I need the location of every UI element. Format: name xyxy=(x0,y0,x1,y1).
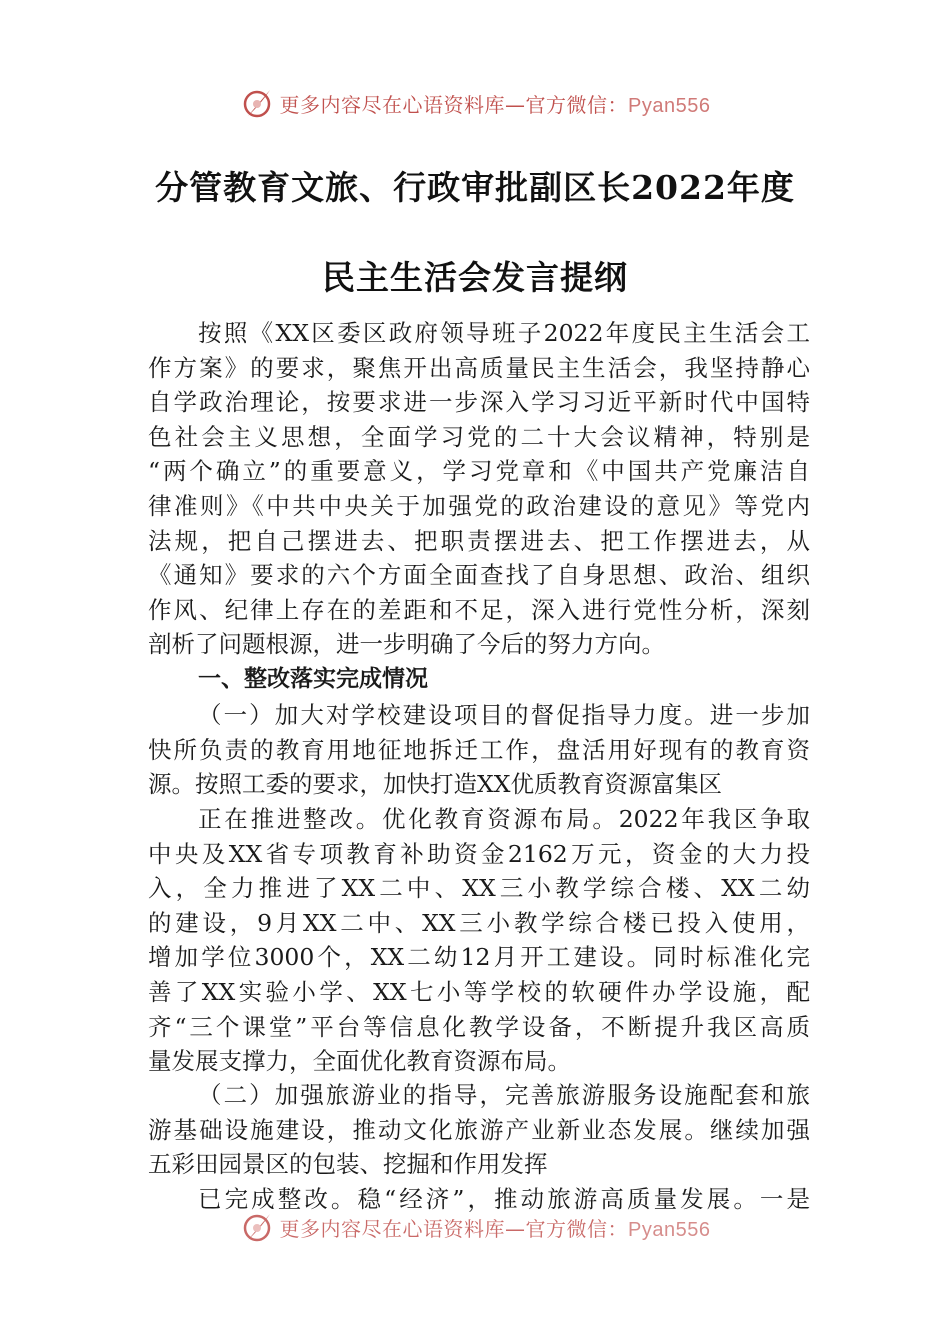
text-line: “两个确立”的重要意义，学习党章和《中国共产党廉洁自 xyxy=(148,457,810,486)
document-title-line-1: 分管教育文旅、行政审批副区长2022年度 xyxy=(155,168,795,207)
paragraph-progress-1 xyxy=(148,802,810,1079)
watermark-footer xyxy=(0,1210,950,1244)
paragraph-item-2 xyxy=(148,1078,810,1182)
section-heading xyxy=(148,662,810,697)
paragraph-intro xyxy=(148,316,810,662)
text-line: 正在推进整改。优化教育资源布局。2022年我区争取 xyxy=(198,805,810,833)
text-line: 入，全力推进了XX二中、XX三小教学综合楼、XX二幼 xyxy=(148,874,810,903)
text-line: 增加学位3000个，XX二幼12月开工建设。同时标准化完 xyxy=(148,943,810,972)
text-line: 剖析了问题根源，进一步明确了今后的努力方向。 xyxy=(148,630,665,659)
paragraph-item-1 xyxy=(148,698,810,802)
text-line: 律准则》《中共中央关于加强党的政治建设的意见》等党内 xyxy=(148,491,810,520)
text-line: 按照《XX区委区政府领导班子2022年度民主生活会工 xyxy=(198,319,810,347)
text-line: 法规，把自己摆进去、把职责摆进去、把工作摆进去，从 xyxy=(148,526,810,555)
text-line: （一）加大对学校建设项目的督促指导力度。进一步加 xyxy=(198,701,810,729)
text-line: （二）加强旅游业的指导，完善旅游服务设施配套和旅 xyxy=(198,1081,810,1109)
quill-logo-icon xyxy=(240,1210,274,1244)
document-title-line-2: 民主生活会发言提纲 xyxy=(322,258,628,297)
text-line: 的建设，9月XX二中、XX三小教学综合楼已投入使用， xyxy=(148,908,810,937)
text-line: 作风、纪律上存在的差距和不足，深入进行党性分析，深刻 xyxy=(148,595,810,624)
text-line: 五彩田园景区的包装、挖掘和作用发挥 xyxy=(148,1150,548,1179)
quill-logo-icon xyxy=(240,86,274,120)
watermark-text: 更多内容尽在心语资料库—官方微信：Pyan556 xyxy=(279,92,711,117)
text-line: 作方案》的要求，聚焦开出高质量民主生活会，我坚持静心 xyxy=(148,353,810,382)
text-line: 中央及XX省专项教育补助资金2162万元，资金的大力投 xyxy=(148,839,810,868)
watermark-header xyxy=(0,86,950,120)
text-line: 源。按照工委的要求，加快打造XX优质教育资源富集区 xyxy=(148,770,722,799)
text-line: 快所负责的教育用地征地拆迁工作，盘活用好现有的教育资 xyxy=(148,735,810,764)
heading-text: 一、整改落实完成情况 xyxy=(198,666,428,692)
text-line: 自学政治理论，按要求进一步深入学习习近平新时代中国特 xyxy=(148,388,810,417)
text-line: 游基础设施建设，推动文化旅游产业新业态发展。继续加强 xyxy=(148,1115,810,1144)
text-line: 已完成整改。稳“经济”，推动旅游高质量发展。一是 xyxy=(198,1185,810,1213)
text-line: 量发展支撑力，全面优化教育资源布局。 xyxy=(148,1047,571,1076)
watermark-text: 更多内容尽在心语资料库—官方微信：Pyan556 xyxy=(279,1216,711,1241)
text-line: 善了XX实验小学、XX七小等学校的软硬件办学设施，配 xyxy=(148,977,810,1006)
text-line: 《通知》要求的六个方面全面查找了自身思想、政治、组织 xyxy=(148,561,810,590)
text-line: 齐“三个课堂”平台等信息化教学设备，不断提升我区高质 xyxy=(148,1012,810,1041)
text-line: 色社会主义思想，全面学习党的二十大会议精神，特别是 xyxy=(148,422,810,451)
